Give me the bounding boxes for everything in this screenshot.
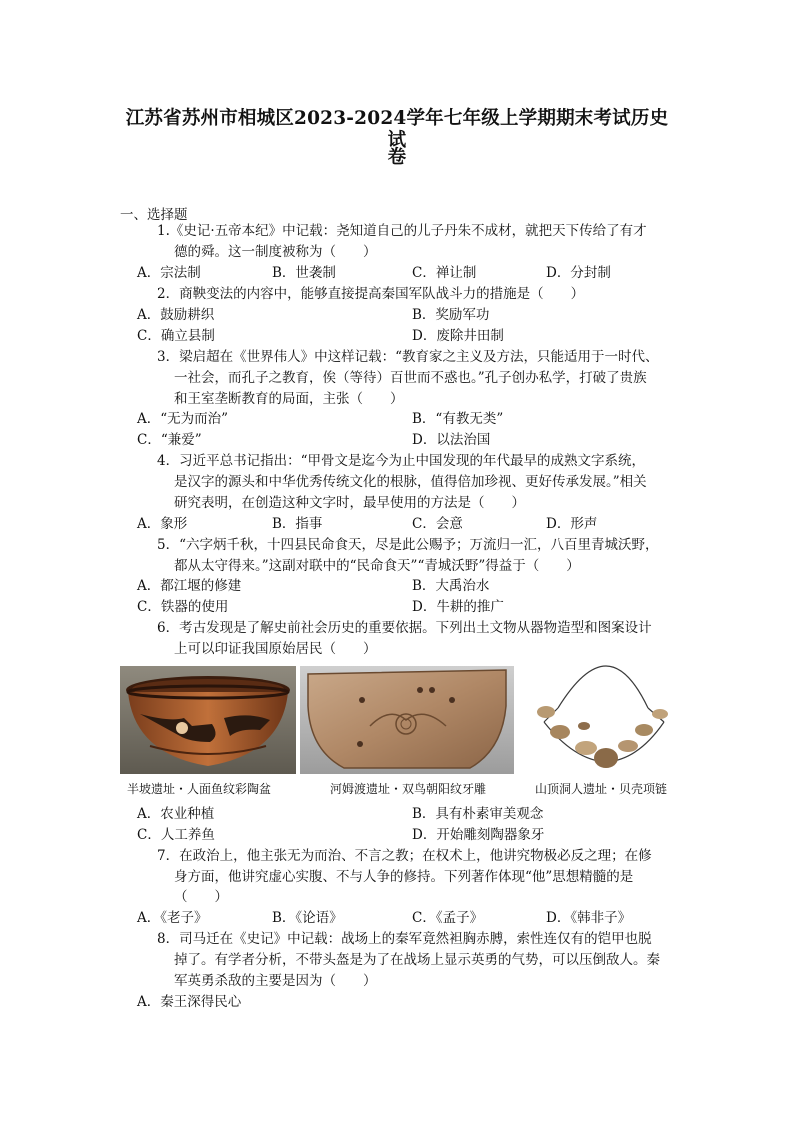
q3-option-b: B．“有教无类”: [412, 411, 504, 427]
q7-stem-cont2: （ ）: [174, 889, 228, 905]
caption-shandingdong: 山顶洞人遗址・贝壳项链: [535, 782, 668, 796]
q1-option-a: A．宗法制: [137, 265, 201, 281]
q2-option-a: A．鼓励耕织: [137, 307, 215, 323]
q3-stem-cont2: 和王室垄断教育的局面，主张（ ）: [174, 391, 404, 407]
q8-stem-cont2: 军英勇杀敌的主要是因为（ ）: [174, 973, 377, 989]
q6-option-b: B．具有朴素审美观念: [412, 806, 544, 822]
q5-stem-cont: 都从太守得来。”这副对联中的“民命食天”“青城沃野”得益于（ ）: [174, 558, 580, 574]
q7-option-b: B．《论语》: [272, 910, 343, 926]
q6-option-d: D．开始雕刻陶器象牙: [412, 827, 545, 843]
section-heading: 一、选择题: [120, 207, 188, 223]
q1-option-c: C．禅让制: [412, 265, 477, 281]
q2-option-c: C．确立县制: [137, 328, 215, 344]
q4-option-a: A．象形: [137, 516, 188, 532]
q6-option-c: C．人工养鱼: [137, 827, 215, 843]
q5-option-a: A．都江堰的修建: [137, 578, 242, 594]
q4-stem-cont2: 研究表明，在创造这种文字时，最早使用的方法是（ ）: [174, 495, 525, 511]
q3-stem: 3．梁启超在《世界伟人》中这样记载：“教育家之主义及方法，只能适用于一时代、: [157, 349, 659, 365]
q4-option-c: C．会意: [412, 516, 463, 532]
q4-stem-cont1: 是汉字的源头和中华优秀传统文化的根脉，值得倍加珍视、更好传承发展。”相关: [174, 474, 647, 490]
q1-option-b: B．世袭制: [272, 265, 336, 281]
caption-banpo: 半坡遗址・人面鱼纹彩陶盆: [127, 782, 272, 796]
q8-option-a: A．秦王深得民心: [137, 994, 242, 1010]
q8-stem: 8．司马迁在《史记》中记载：战场上的秦军竟然袒胸赤膊，索性连仅有的铠甲也脱: [157, 931, 652, 947]
caption-hemudu: 河姆渡遗址・双鸟朝阳纹牙雕: [330, 782, 487, 796]
q6-option-a: A．农业种植: [137, 806, 215, 822]
q8-stem-cont1: 掉了。有学者分析，不带头盔是为了在战场上显示英勇的气势，可以压倒敌人。秦: [174, 952, 660, 968]
exam-title-line2: 卷: [387, 147, 407, 168]
q3-stem-cont1: 一社会，而孔子之教育，俟（等待）百世而不惑也。”孔子创办私学，打破了贵族: [174, 370, 647, 386]
q7-stem: 7．在政治上，他主张无为而治、不言之教；在权术上，他讲究物极必反之理；在修: [157, 848, 652, 864]
q3-option-a: A．“无为而治”: [137, 411, 229, 427]
q4-option-b: B．指事: [272, 516, 323, 532]
q2-option-d: D．废除井田制: [412, 328, 504, 344]
shell-necklace-image: [524, 662, 686, 776]
q5-option-b: B．大禹治水: [412, 578, 490, 594]
q5-stem: 5．“六字炳千秋，十四县民命食天，尽是此公赐予；万流归一汇，八百里青城沃野，: [157, 537, 659, 553]
q1-stem-cont: 德的舜。这一制度被称为（ ）: [174, 244, 377, 260]
ivory-carving-image: [300, 666, 514, 774]
q5-option-c: C．铁器的使用: [137, 599, 229, 615]
exam-title-line1: 江苏省苏州市相城区2023-2024学年七年级上学期期末考试历史试: [125, 108, 669, 151]
q7-option-a: A．《老子》: [137, 910, 208, 926]
q4-stem: 4．习近平总书记指出：“甲骨文是迄今为止中国发现的年代最早的成熟文字系统，: [157, 453, 645, 469]
q1-stem: 1.《史记·五帝本纪》中记载：尧知道自己的儿子丹朱不成材，就把天下传给了有才: [157, 223, 647, 239]
q3-option-c: C．“兼爱”: [137, 432, 202, 448]
q1-option-d: D．分封制: [546, 265, 611, 281]
q7-option-d: D．《韩非子》: [546, 910, 632, 926]
q2-option-b: B．奖励军功: [412, 307, 490, 323]
painted-pottery-basin-image: [120, 666, 296, 774]
q7-stem-cont1: 身方面，他讲究虚心实腹、不与人争的修持。下列著作体现“他”思想精髓的是: [174, 869, 634, 885]
q6-stem-cont: 上可以印证我国原始居民（ ）: [174, 641, 377, 657]
q3-option-d: D．以法治国: [412, 432, 491, 448]
q5-option-d: D．牛耕的推广: [412, 599, 504, 615]
q4-option-d: D．形声: [546, 516, 598, 532]
q7-option-c: C．《孟子》: [412, 910, 484, 926]
q2-stem: 2．商鞅变法的内容中，能够直接提高秦国军队战斗力的措施是（ ）: [157, 286, 585, 302]
q6-stem: 6．考古发现是了解史前社会历史的重要依据。下列出土文物从器物造型和图案设计: [157, 620, 652, 636]
